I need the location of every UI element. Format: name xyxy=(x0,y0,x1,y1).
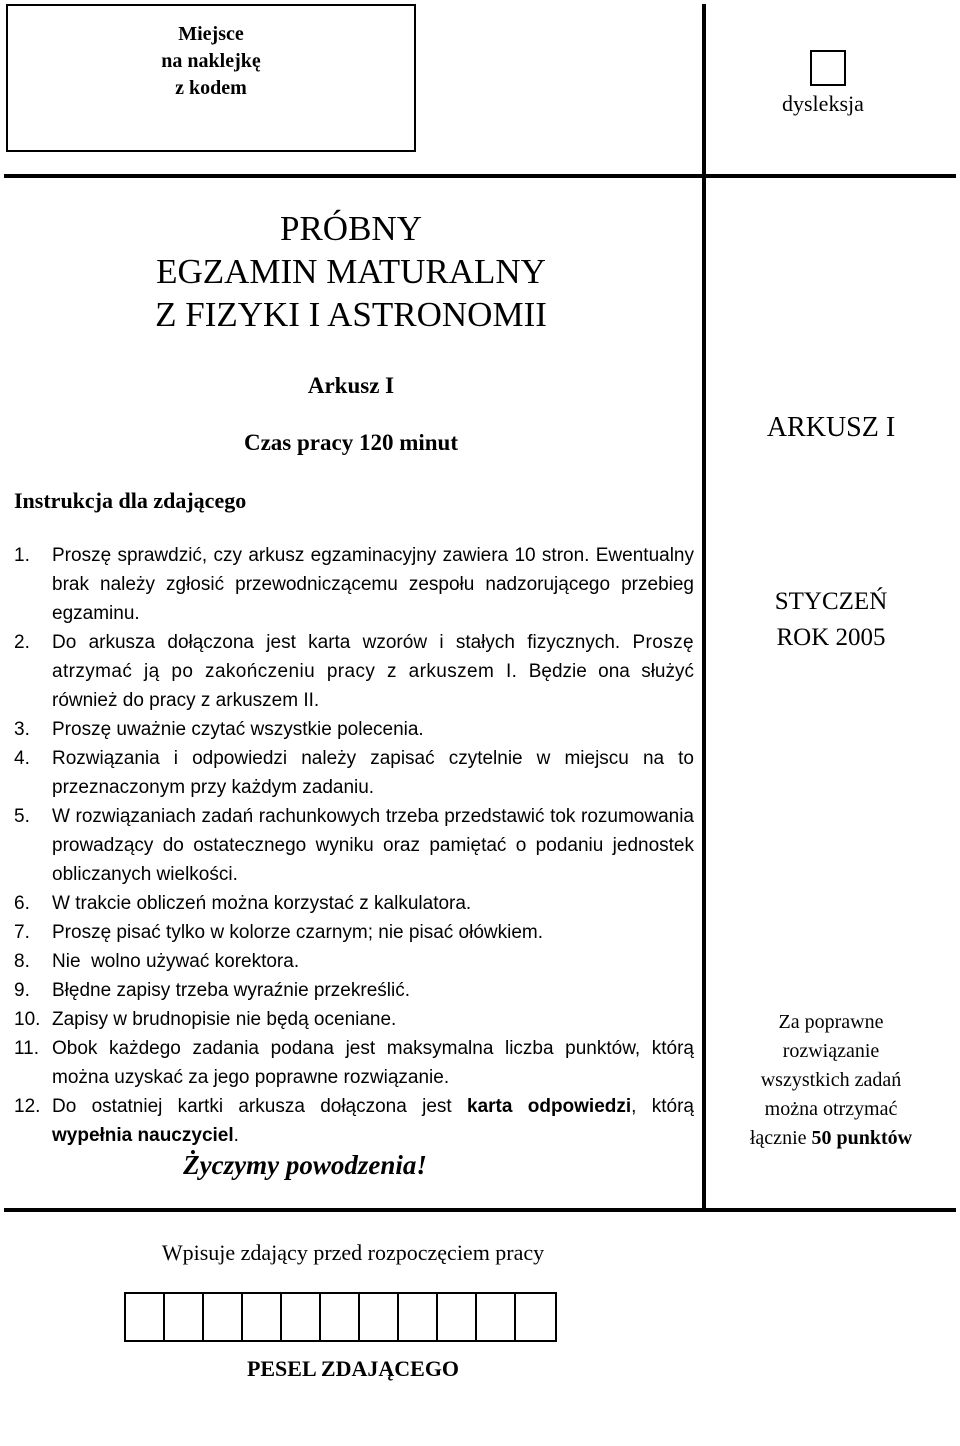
item-number: 6. xyxy=(14,893,30,914)
item-text: Proszę pisać tylko w kolorze czarnym; nie pisać ołówkiem. xyxy=(52,922,544,943)
item-number: 5. xyxy=(14,806,30,827)
exam-title-line-1: PRÓBNY xyxy=(280,209,422,248)
pesel-cell[interactable] xyxy=(399,1294,438,1340)
item-text: Zapisy w brudnopisie nie będą oceniane. xyxy=(52,1009,397,1030)
points-line: wszystkich zadań xyxy=(760,1069,902,1091)
item-number: 9. xyxy=(14,980,30,1001)
time-label: Czas pracy 120 minut xyxy=(243,430,459,455)
list-item xyxy=(14,715,694,744)
list-item xyxy=(14,628,694,715)
item-text xyxy=(52,628,694,715)
item-text: Proszę sprawdzić, czy arkusz egzaminacyjny zawiera 10 stron. Ewentualny brak należy zgłosić przewodniczącemu zespołu nadzorującego przebieg egzaminu. xyxy=(52,545,694,624)
points-info xyxy=(706,1008,956,1153)
list-item xyxy=(14,541,694,628)
points-total xyxy=(706,1124,956,1153)
item-text-emphasis: wypełnia nauczyciel xyxy=(52,1125,234,1146)
list-item xyxy=(14,976,694,1005)
item-number: 2. xyxy=(14,632,30,653)
points-line: można otrzymać xyxy=(764,1098,898,1120)
sticker-line: na naklejkę xyxy=(161,49,261,72)
pesel-cell[interactable] xyxy=(243,1294,282,1340)
list-item xyxy=(14,947,694,976)
exam-date xyxy=(706,584,956,656)
instructions-heading: Instrukcja dla zdającego xyxy=(14,488,247,513)
list-item xyxy=(14,744,694,802)
item-text-emphasis: Proszę atrzymać ją po zakończeniu pracy z arkuszem I. xyxy=(52,632,694,682)
pesel-cell[interactable] xyxy=(360,1294,399,1340)
item-text xyxy=(52,1092,694,1150)
item-number: 11. xyxy=(14,1038,40,1059)
pesel-cell[interactable] xyxy=(321,1294,360,1340)
exam-year: ROK 2005 xyxy=(776,624,886,651)
sticker-text xyxy=(161,21,260,102)
top-divider xyxy=(4,174,956,178)
dyslexia-checkbox[interactable] xyxy=(810,50,846,86)
instructions-list xyxy=(14,541,694,1150)
sticker-line: Miejsce xyxy=(178,22,244,45)
pesel-cell[interactable] xyxy=(477,1294,516,1340)
list-item xyxy=(14,918,694,947)
good-luck-wish: Życzymy powodzenia! xyxy=(183,1150,427,1180)
pesel-grid xyxy=(124,1292,557,1342)
item-text-part: Do ostatniej kartki arkusza dołączona jest xyxy=(52,1096,467,1117)
pesel-cell[interactable] xyxy=(126,1294,165,1340)
exam-month: STYCZEŃ xyxy=(774,588,888,615)
item-text: W trakcie obliczeń można korzystać z kalkulatora. xyxy=(52,893,472,914)
points-line: rozwiązanie xyxy=(782,1040,880,1062)
item-number: 1. xyxy=(14,545,30,566)
list-item xyxy=(14,889,694,918)
item-text: Nie wolno używać korektora. xyxy=(52,951,300,972)
item-text-part: , którą xyxy=(631,1096,694,1117)
pesel-cell[interactable] xyxy=(282,1294,321,1340)
item-number: 10. xyxy=(14,1009,41,1030)
pesel-label: PESEL ZDAJĄCEGO xyxy=(246,1356,460,1381)
item-text-part: Do arkusza dołączona jest karta wzorów i stałych fizycznych. xyxy=(52,632,621,653)
list-item xyxy=(14,1005,694,1034)
list-item xyxy=(14,802,694,889)
item-number: 3. xyxy=(14,719,30,740)
points-value: 50 punktów xyxy=(811,1127,913,1149)
pesel-cell[interactable] xyxy=(165,1294,204,1340)
item-text-emphasis: karta odpowiedzi xyxy=(467,1096,632,1117)
pesel-cell[interactable] xyxy=(204,1294,243,1340)
item-text: Błędne zapisy trzeba wyraźnie przekreślić. xyxy=(52,980,410,1001)
item-text-part: . xyxy=(233,1125,239,1146)
points-prefix: łącznie xyxy=(749,1127,812,1149)
exam-title-line-2: EGZAMIN MATURALNY xyxy=(156,252,546,291)
pesel-cell[interactable] xyxy=(438,1294,477,1340)
bottom-instruction: Wpisuje zdający przed rozpoczęciem pracy xyxy=(161,1240,545,1265)
item-text: Rozwiązania i odpowiedzi należy zapisać czytelnie w miejscu na to przeznaczonym przy każdym zadaniu. xyxy=(52,748,694,798)
item-text: Proszę uważnie czytać wszystkie polecenia. xyxy=(52,719,424,740)
item-text-part: Będzie ona służyć również do pracy z arkuszem II. xyxy=(52,661,694,711)
item-text: Obok każdego zadania podana jest maksymalna liczba punktów, którą można uzyskać za jego poprawne rozwiązanie. xyxy=(52,1038,694,1088)
item-number: 8. xyxy=(14,951,30,972)
pesel-cell[interactable] xyxy=(516,1294,555,1340)
sheet-label-right: ARKUSZ I xyxy=(766,412,896,443)
item-number: 4. xyxy=(14,748,30,769)
item-number: 7. xyxy=(14,922,30,943)
sticker-line: z kodem xyxy=(175,76,247,99)
sticker-box xyxy=(6,4,416,152)
list-item xyxy=(14,1092,694,1150)
list-item xyxy=(14,1034,694,1092)
item-text: W rozwiązaniach zadań rachunkowych trzeba przedstawić tok rozumowania prowadzący do ostatecznego wyniku oraz pamiętać o podaniu jednostek obliczanych wielkości. xyxy=(52,806,694,885)
dyslexia-label: dysleksja xyxy=(782,91,864,116)
sheet-label: Arkusz I xyxy=(307,373,395,398)
exam-title-line-3: Z FIZYKI I ASTRONOMII xyxy=(155,295,547,334)
item-number: 12. xyxy=(14,1096,41,1117)
points-line: Za poprawne xyxy=(778,1011,884,1033)
bottom-divider xyxy=(4,1208,956,1212)
